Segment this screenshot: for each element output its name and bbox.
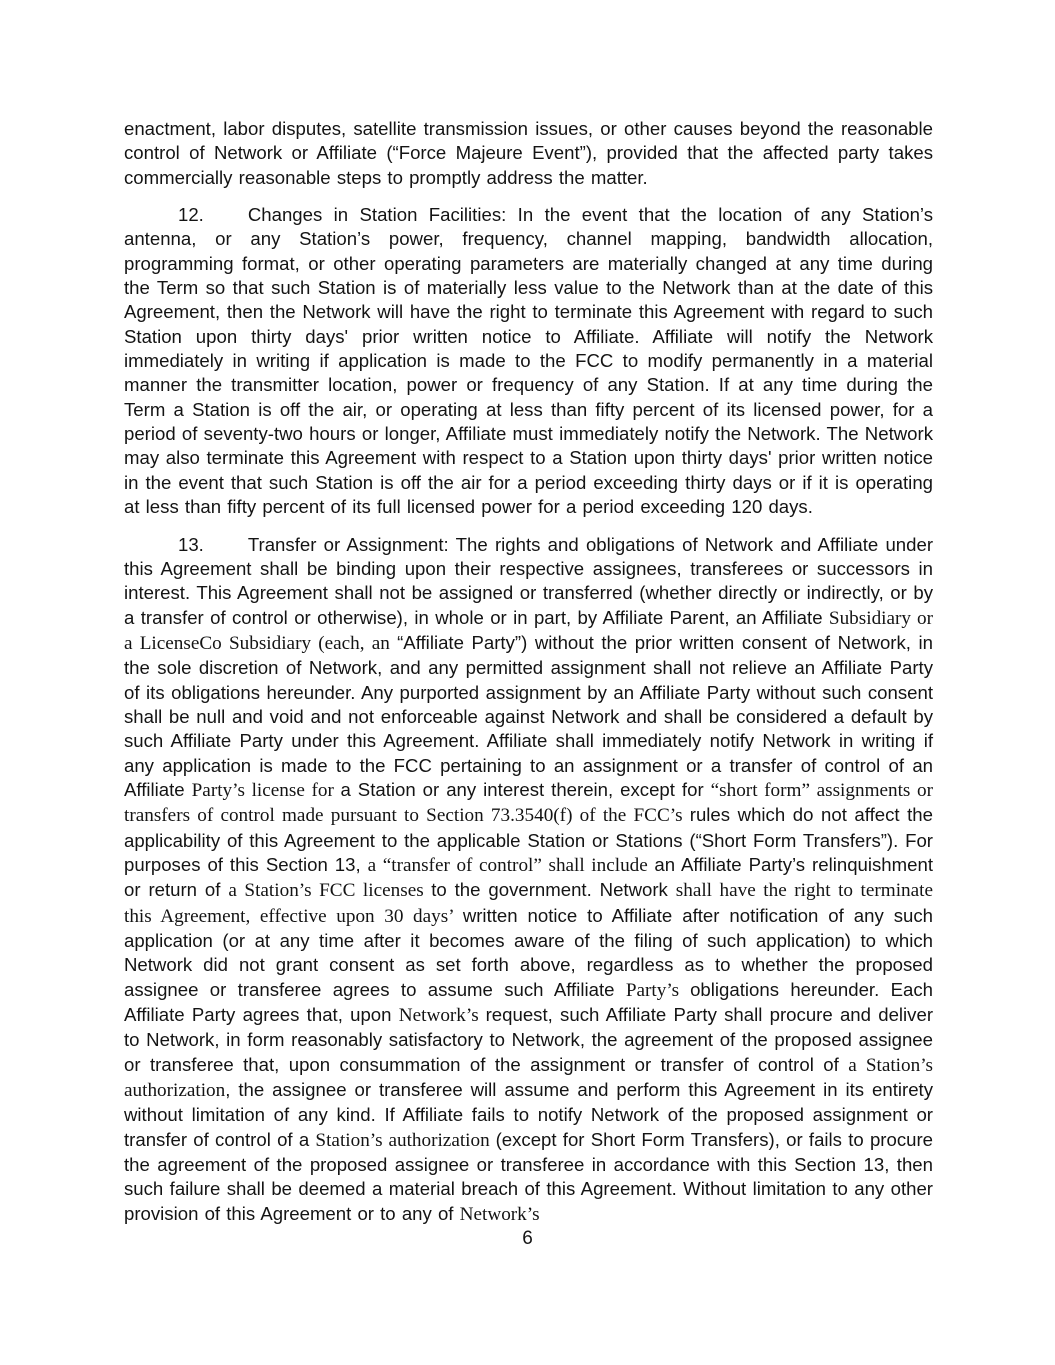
page-number: 6 [522, 1228, 533, 1249]
section-13-heading: Transfer or Assignment: [247, 533, 449, 555]
text-run: Network’s [459, 1203, 540, 1225]
text-run: (except for Short Form Transfers), or fails to procure the agreement of the proposed assignee or transferee in accordance with this Section 13, then such failure shall be deemed a material breach of this Agreement. Without limitation to any other provision of this Agreement or to any of [124, 1128, 934, 1224]
section-12-heading: Changes in Station Facilities: [247, 204, 507, 226]
document-body [124, 117, 933, 1240]
text-run: written notice to Affiliate after notification of any such application (or at any time after it becomes aware of the filing of such application) to which Network did not grant consent as set forth above, regardless as to whether the proposed assignee or transferee agrees to assume such Affiliate [124, 904, 933, 1000]
para-force-majeure-continuation [124, 117, 933, 190]
text-run: In the event that the location of any Station’s antenna, or any Station’s power, frequency, channel mapping, bandwidth allocation, programming format, or other operating parameters are materially changed at any time during the Term so that such Station is of materially less value to the Network than at the date of this Agreement, then the Network will have the right to terminate this Agreement with regard to such Station upon thirty days' prior written notice to Affiliate. Affiliate will notify the Network immediately in writing if application is made to the FCC to modify permanently in a material manner the transmitter location, power or frequency of any Station. If at any time during the Term a Station is off the air, or operating at less than fifty percent of its licensed power, for a period of seventy-two hours or longer, Affiliate must immediately notify the Network. The Network may also terminate this Agreement with respect to a Station upon thirty days' prior written notice in the event that such Station is off the air for a period exceeding thirty days or if it is operating at less than fifty percent of its full licensed power for a period exceeding 120 days. [124, 204, 934, 518]
text-run: enactment, labor disputes, satellite transmission issues, or other causes beyond the reasonable control of Network or Affiliate (“Force Majeure Event”), provided that the affected party takes commercially reasonable steps to promptly address the matter. [124, 118, 933, 188]
section-12-number: 12. [178, 204, 204, 226]
text-run: The rights and obligations of Network and Affiliate under this Agreement shall be binding upon their respective assignees, transferees or successors in interest. This Agreement shall not be assigned or transferred (whether directly or indirectly, or by a transfer of control or otherwise), in whole or in part, by Affiliate Parent, an Affiliate [124, 533, 934, 628]
text-run: a “transfer of control” shall include [367, 854, 655, 876]
section-13-number: 13. [178, 533, 204, 555]
text-run: request, such Affiliate Party shall procure and deliver to Network, in form reasonably satisfactory to Network, the agreement of the proposed assignee or transferee that, upon consummation of the assignment or transfer of control of [124, 1004, 934, 1075]
text-run: an Affiliate Party’s relinquishment or return of [124, 853, 933, 901]
text-run: Network’s [398, 1005, 486, 1027]
text-run: obligations hereunder. Each Affiliate Party agrees that, upon [124, 978, 933, 1026]
text-run: to the government. Network [431, 879, 676, 901]
text-run: a Station’s FCC licenses [228, 880, 432, 902]
text-run: shall have the right to terminate this Agreement, effective upon 30 days’ [124, 880, 933, 927]
text-run: Party’s [625, 979, 691, 1001]
text-run: Station’s authorization [315, 1129, 496, 1151]
text-run: , the assignee or transferee will assume and perform this Agreement in its entirety without limitation of any kind. If Affiliate fails to notify Network of the proposed assignment or transfer of control of a [124, 1079, 933, 1150]
para-section-13 [124, 533, 933, 1228]
text-run: a Station or any interest therein, except for [340, 778, 711, 800]
text-run: Subsidiary or a LicenseCo Subsidiary (each, an [124, 607, 933, 654]
text-run: “Affiliate Party”) without the prior written consent of Network, in the sole discretion of Network, and any permitted assignment shall not relieve an Affiliate Party of its obligations hereunder. Any purported assignment by an Affiliate Party without such consent shall be null and void and not enforceable against Network and shall be considered a default by such Affiliate Party under this Agreement. Affiliate shall immediately notify Network in writing if any application is made to the FCC pertaining to an assignment or a transfer of control of an Affiliate [124, 631, 933, 800]
text-run: Party’s license for [191, 779, 341, 801]
text-run: a Station’s authorization [124, 1054, 933, 1102]
text-run: rules which do not affect the applicability of this Agreement to the applicable Station or Stations (“Short Form Transfers”). For purposes of this Section 13, [124, 804, 933, 875]
text-run: “short form” assignments or transfers of control made pursuant to Section 73.3540(f) of the FCC’s [124, 779, 934, 827]
para-section-12 [124, 203, 933, 519]
